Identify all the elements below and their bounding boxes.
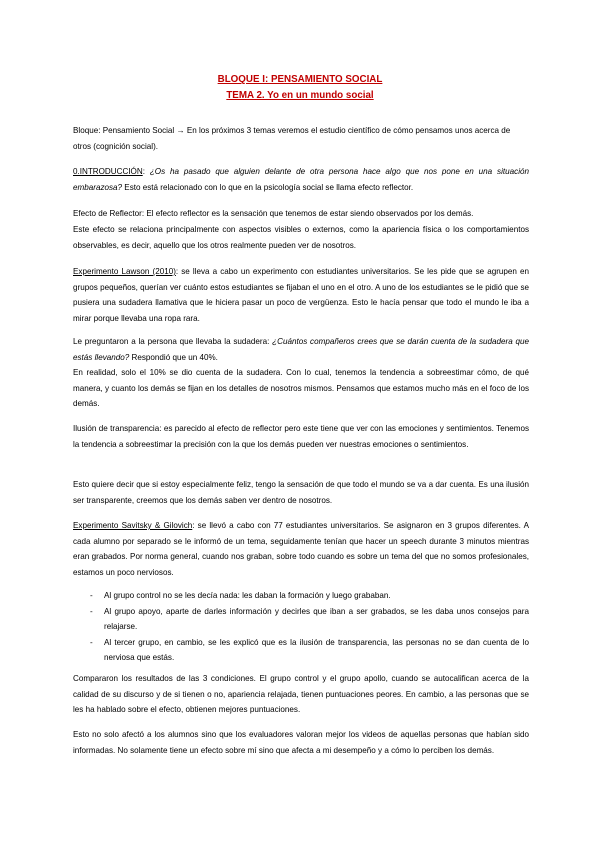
savitsky-paragraph <box>73 518 529 580</box>
introduccion-text: Esto está relacionado con lo que en la psicología social se llama efecto reflector. <box>122 182 414 192</box>
realidad-paragraph: En realidad, solo el 10% se dio cuenta de la sudadera. Con lo cual, tenemos la tendencia a sobreestimar cómo, de qué manera, y cuanto los demás se fijan en los detalles de nosotros mismos. Pensamos que estamos mucho más en el foco de los demás. <box>73 368 529 408</box>
list-item: - Al tercer grupo, en cambio, se les explicó que es la ilusión de transparencia, las personas no se dan cuenta de lo nerviosa que estás. <box>90 635 529 666</box>
pregunta-text-a: Le preguntaron a la persona que llevaba la sudadera: <box>73 337 273 346</box>
pregunta-paragraph <box>73 334 529 365</box>
intro-paragraph: Bloque: Pensamiento Social → En los próximos 3 temas veremos el estudio científico de cómo pensamos unos acerca de otros (cognición social). <box>73 126 511 151</box>
pregunta-question: ¿Cuántos compañeros crees que se darán cuenta de la sudadera que estás llevando? <box>73 337 529 362</box>
list-bullet: - <box>90 637 93 647</box>
groups-list <box>90 588 529 666</box>
savitsky-label: Experimento Savitsky & Gilovich <box>73 521 193 530</box>
reflector-description: Este efecto se relaciona principalmente con aspectos visibles o externos, como la apariencia física o los comportamientos observables, es decir, aquello que los otros realmente pueden ver de nosotros. <box>73 225 529 250</box>
feliz-paragraph: Esto quiere decir que si estoy especialmente feliz, tengo la sensación de que todo el mundo se va a dar cuenta. Es una ilusión ser transparente, creemos que los demás saben ver dentro de nosotros. <box>73 480 529 505</box>
block-title: BLOQUE I: PENSAMIENTO SOCIAL <box>217 74 383 85</box>
list-item: - Al grupo apoyo, aparte de darles información y decirles que iban a ser grabados, se les daba unos consejos para relajarse. <box>90 604 529 635</box>
lawson-label: Experimento Lawson (2010) <box>73 267 176 276</box>
reflector-definition: Efecto de Reflector: El efecto reflector es la sensación que tenemos de estar siendo observados por los demás. <box>73 209 474 218</box>
list-bullet: - <box>90 606 93 616</box>
list-item: - Al grupo control no se les decía nada: les daban la formación y luego grababan. <box>90 588 529 604</box>
introduccion-question: ¿Os ha pasado que alguien delante de otra persona hace algo que nos pone en una situación embarazosa? <box>73 167 530 192</box>
lawson-text: : se lleva a cabo un experimento con estudiantes universitarios. Se les pide que se agrupen en grupos pequeños, querían ver cuánto estos estudiantes se fijaban el uno en el otro. A uno de los estudiantes se le pidió que se pusiera una sudadera llamativa que le hiciera pasar un poco de vergüenza. Esto le hacía pensar que todo el mundo le iba a mirar porque llevaba una ropa rara. <box>73 267 529 323</box>
ilusion-paragraph: Ilusión de transparencia: es parecido al efecto de reflector pero este tiene que ver con las emociones y sentimientos. Tenemos la tendencia a sobreestimar la precisión con la que los demás pueden ver nuestras emociones o sentimientos. <box>73 424 529 449</box>
list-bullet: - <box>90 591 93 600</box>
evaluadores-paragraph: Esto no solo afectó a los alumnos sino que los evaluadores valoran mejor los videos de aquellas personas que habían sido informadas. No solamente tiene un efecto sobre mí sino que afecta a mi desempeño y a cómo lo perciben los demás. <box>73 730 529 755</box>
lawson-paragraph <box>73 264 529 326</box>
topic-title: TEMA 2. Yo en un mundo social <box>226 90 374 101</box>
introduccion-paragraph: 0.INTRODUCCIÓN: ¿Os ha pasado que alguien delante de otra persona hace algo que nos pone en una situación embarazosa? Esto está relacionado con lo que en la psicología social se llama efecto reflector. <box>73 167 530 192</box>
resultados-paragraph: Compararon los resultados de las 3 condiciones. El grupo control y el grupo apollo, cuando se autocalifican acerca de la calidad de su discurso y de si tienen o no, apariencia relajada, tienen puntuaciones peores. En cambio, a las personas que se les ha hablado sobre el efecto, obtienen mejores puntuaciones. <box>73 674 529 714</box>
introduccion-label: 0.INTRODUCCIÓN <box>73 167 143 176</box>
savitsky-text: : se llevó a cabo con 77 estudiantes universitarios. Se asignaron en 3 grupos diferentes. A cada alumno por separado se le informó de un tema, seguidamente tenían que hacer un speech durante 3 minutos mientras eran grabados. Por norma general, cuando nos graban, sobre todo cuando es sobre un tema del que no somos profesionales, estamos un poco nerviosos. <box>73 521 529 577</box>
pregunta-text-b: Respondió que un 40%. <box>129 352 218 362</box>
